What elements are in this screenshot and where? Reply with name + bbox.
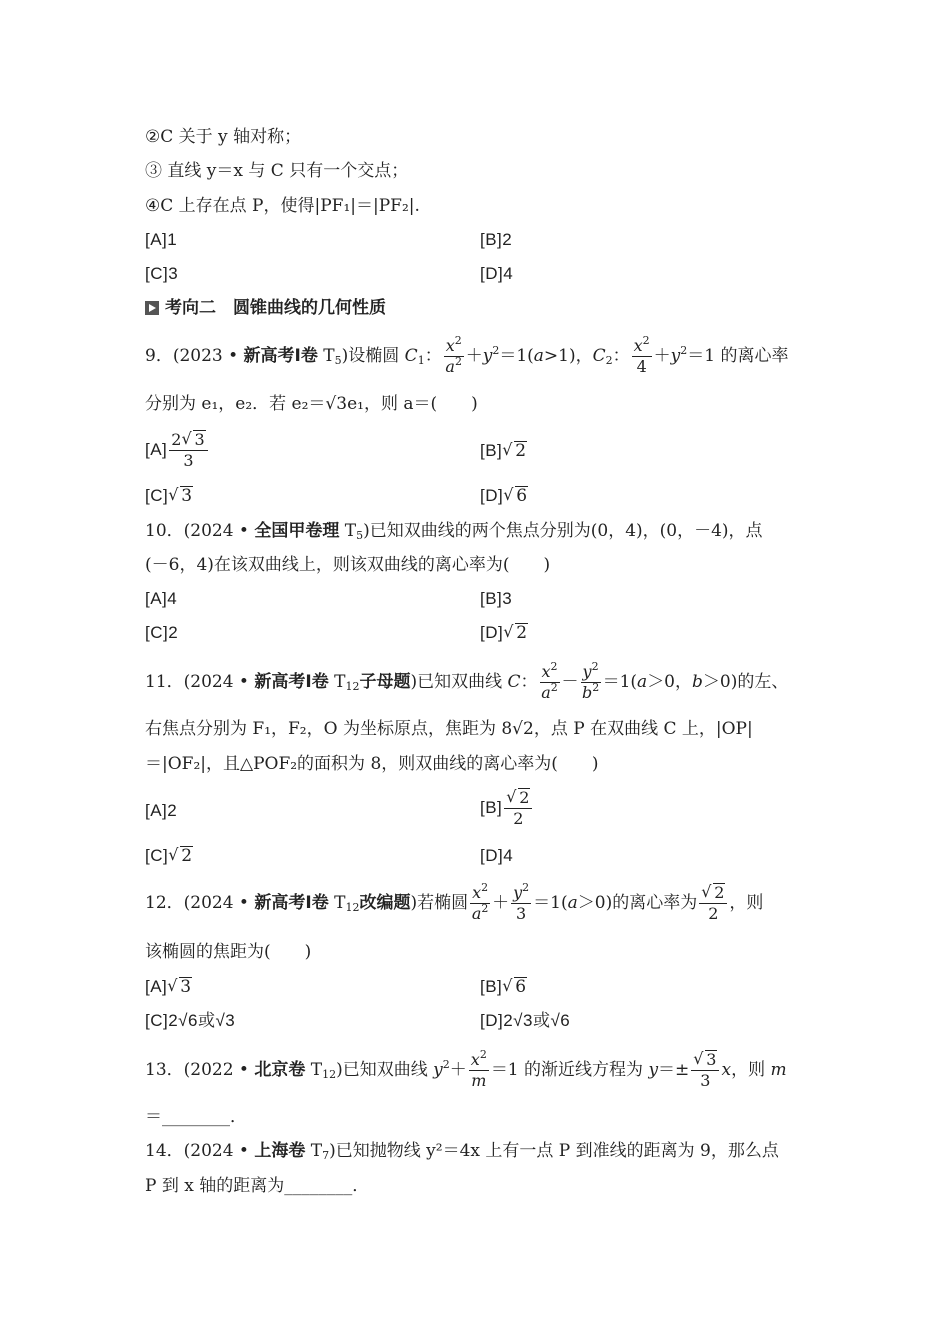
q9-line2: 分别为 e₁，e₂．若 e₂＝√3e₁，则 a＝( ) <box>145 394 478 414</box>
q13-line1: 13．(2022 • 北京卷 $T_{12}$)已知双曲线 $y^2+$ $\frac{x^2}{m}$ ＝1 的渐近线方程为 y＝± √ $\frac{3}{3}$ x，则 m <box>145 1050 787 1091</box>
q11-option-a: [A]2 <box>145 801 178 820</box>
play-triangle-icon <box>145 301 159 315</box>
q9-line1: 9．(2023 • 新高考Ⅰ卷 $T_5$)设椭圆 $C_1$： $\frac{x^2}{a^2}$ $+y^2=1(a>1)$，$C_2$： $\frac{x^2}{4}$ $+y^2=1$ 的离心率 <box>145 334 789 376</box>
section-heading <box>145 297 386 319</box>
q12-option-b: [B]√ 6 <box>480 976 527 998</box>
q13-line2: ＝________． <box>145 1107 247 1127</box>
q12-line2: 该椭圆的焦距为( ) <box>145 942 312 962</box>
q14-line2: P 到 x 轴的距离为________． <box>145 1176 370 1196</box>
q9-option-d: [D]√ 6 <box>480 485 528 507</box>
q8-option-a: [A]1 <box>145 230 178 249</box>
q10-option-d: [D]√ 2 <box>480 622 528 644</box>
q9-option-b: [B]√ 2 <box>480 440 527 462</box>
q8-option-d: [D]4 <box>480 264 514 283</box>
q11-line3: ＝|OF₂|，且△POF₂的面积为 8，则双曲线的离心率为( ) <box>145 754 599 774</box>
q10-option-b: [B]3 <box>480 589 513 608</box>
statement-4: ④C 上存在点 P，使得|PF₁|＝|PF₂|. <box>145 196 420 216</box>
q9-option-a: [A] $\frac{2√ 3}{3}$ <box>145 430 210 471</box>
q10-line1: 10．(2024 • 全国甲卷理 $T_5$)已知双曲线的两个焦点分别为(0，4)，(0，－4)，点 <box>145 521 763 542</box>
q12-line1: 12．(2024 • 新高考Ⅰ卷 $T_{12}$改编题)若椭圆 $\frac{x^2}{a^2}$ ＋ $\frac{y^2}{3}$ ＝1(a＞0)的离心率为 √ $\frac{2}{2}$ ，则 <box>145 883 763 924</box>
q10-option-a: [A]4 <box>145 589 178 608</box>
q11-option-b: [B] √ $\frac{2}{2}$ <box>480 788 534 829</box>
q11-option-d: [D]4 <box>480 846 514 865</box>
q10-option-c: [C]2 <box>145 623 179 642</box>
statement-3: ③ 直线 y＝x 与 C 只有一个交点； <box>145 161 409 181</box>
q14-line1: 14．(2024 • 上海卷 $T_7$)已知抛物线 y²＝4x 上有一点 P 到准线的距离为 9，那么点 <box>145 1141 779 1162</box>
q10-line2: (－6，4)在该双曲线上，则该双曲线的离心率为( ) <box>145 555 551 575</box>
q12-option-a: [A]√ 3 <box>145 976 192 998</box>
statement-2: ②C 关于 y 轴对称； <box>145 127 302 147</box>
q8-option-b: [B]2 <box>480 230 513 249</box>
q11-line2: 右焦点分别为 F₁，F₂，O 为坐标原点，焦距为 8√2，点 P 在双曲线 C 上，|OP| <box>145 719 753 739</box>
q11-option-c: [C]√ 2 <box>145 845 193 867</box>
q8-option-c: [C]3 <box>145 264 179 283</box>
section-title: 考向二 圆锥曲线的几何性质 <box>165 298 386 318</box>
q12-option-d: [D]2√3或√6 <box>480 1011 571 1030</box>
q11-line1: 11．(2024 • 新高考Ⅰ卷 $T_{12}$子母题)已知双曲线 C： $\frac{x^2}{a^2}$ － $\frac{y^2}{b^2}$ ＝1(a＞0，b＞0)的左、 <box>145 660 789 702</box>
q12-option-c: [C]2√6或√3 <box>145 1011 236 1030</box>
q9-option-c: [C]√ 3 <box>145 485 193 507</box>
